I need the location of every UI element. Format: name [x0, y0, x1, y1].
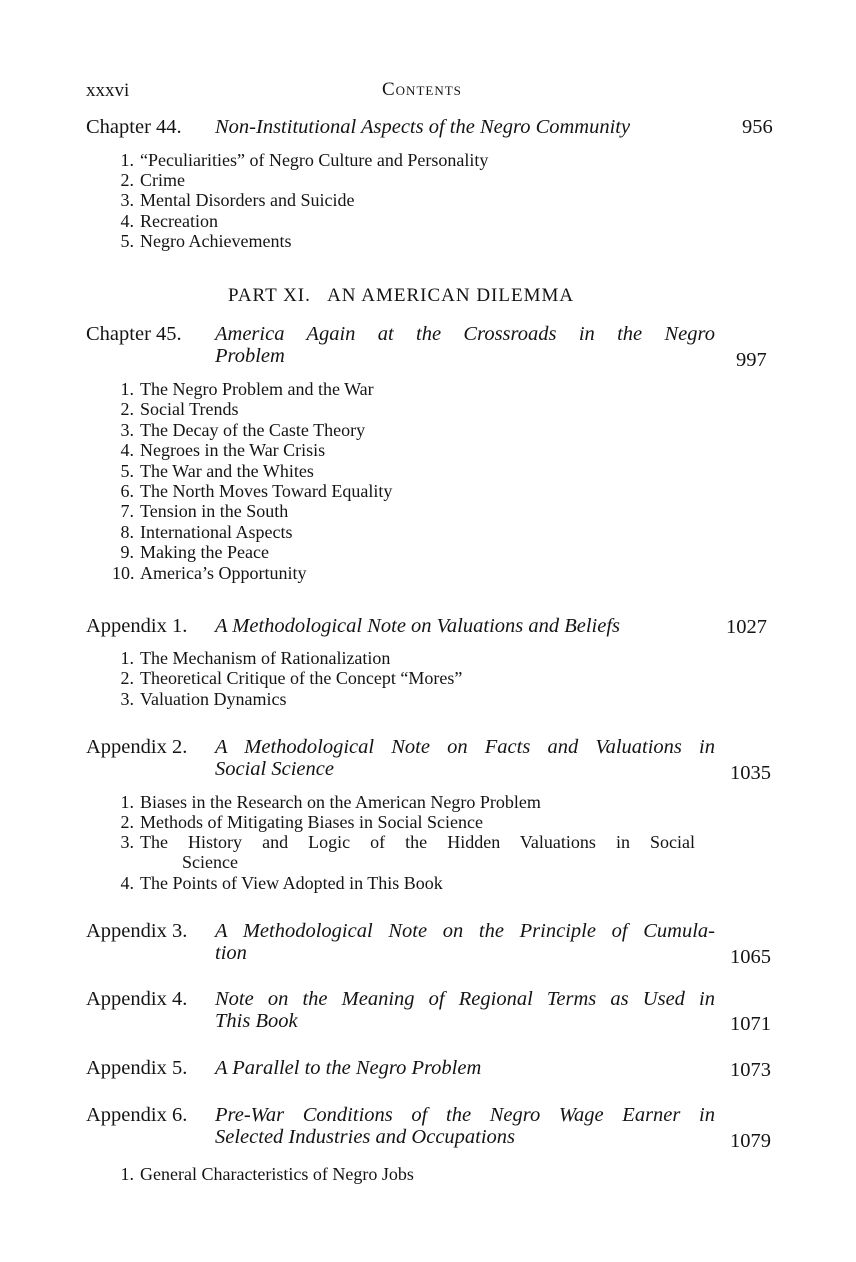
running-head-title: Contents [382, 79, 462, 100]
entry-label-appendix-3: Appendix 3. [86, 920, 188, 942]
entry-page-chapter-45: 997 [736, 349, 767, 371]
entry-label-appendix-4: Appendix 4. [86, 988, 188, 1010]
entry-page-appendix-6: 1079 [730, 1130, 771, 1152]
section-item: 4. The Points of View Adopted in This Book [120, 873, 443, 893]
section-item: 4. Recreation [120, 211, 218, 231]
section-item: 3. Valuation Dynamics [120, 689, 287, 709]
entry-title-appendix-2: A Methodological Note on Facts and Valuations in [215, 736, 715, 758]
entry-label-appendix-1: Appendix 1. [86, 615, 188, 637]
entry-label-chapter-45: Chapter 45. [86, 323, 182, 345]
entry-title-appendix-4-cont: This Book [215, 1010, 298, 1032]
entry-title-appendix-5: A Parallel to the Negro Problem [215, 1057, 482, 1079]
section-item: 9. Making the Peace [120, 542, 269, 562]
entry-label-appendix-5: Appendix 5. [86, 1057, 188, 1079]
entry-page-chapter-44: 956 [742, 116, 773, 138]
section-item: 3. The Decay of the Caste Theory [120, 420, 366, 440]
entry-title-chapter-45-cont: Problem [215, 345, 285, 367]
section-item: 10. America’s Opportunity [112, 563, 307, 583]
entry-label-appendix-6: Appendix 6. [86, 1104, 188, 1126]
section-item: 3. The History and Logic of the Hidden Valuations in Social [120, 832, 695, 852]
section-item: 1. General Characteristics of Negro Jobs [120, 1164, 414, 1184]
entry-title-appendix-4: Note on the Meaning of Regional Terms as Used in [215, 988, 715, 1010]
entry-page-appendix-1: 1027 [726, 616, 767, 638]
entry-title-appendix-6-cont: Selected Industries and Occupations [215, 1126, 516, 1148]
entry-title-appendix-2-cont: Social Science [215, 758, 334, 780]
section-item: 3. Mental Disorders and Suicide [120, 190, 355, 210]
entry-title-chapter-44: Non-Institutional Aspects of the Negro Community [215, 116, 631, 138]
entry-page-appendix-4: 1071 [730, 1013, 771, 1035]
entry-page-appendix-3: 1065 [730, 946, 771, 968]
section-item: 2. Theoretical Critique of the Concept “Mores” [120, 668, 463, 688]
section-item: 5. Negro Achievements [120, 231, 292, 251]
section-item: 5. The War and the Whites [120, 461, 314, 481]
entry-label-appendix-2: Appendix 2. [86, 736, 188, 758]
section-item: 1. Biases in the Research on the American Negro Problem [120, 792, 541, 812]
section-item: 8. International Aspects [120, 522, 293, 542]
entry-page-appendix-5: 1073 [730, 1059, 771, 1081]
section-item: 4. Negroes in the War Crisis [120, 440, 326, 460]
section-item: 2. Methods of Mitigating Biases in Social Science [120, 812, 483, 832]
entry-title-appendix-3-cont: tion [215, 942, 247, 964]
section-item: 6. The North Moves Toward Equality [120, 481, 393, 501]
part-heading: PART XI. AN AMERICAN DILEMMA [228, 285, 575, 306]
section-item-cont: Science [182, 852, 238, 872]
section-item: 1. The Mechanism of Rationalization [120, 648, 391, 668]
running-head-page-number: xxxvi [86, 80, 130, 101]
section-item: 2. Social Trends [120, 399, 239, 419]
entry-title-appendix-3: A Methodological Note on the Principle of Cumula- [215, 920, 715, 942]
entry-page-appendix-2: 1035 [730, 762, 771, 784]
entry-title-appendix-1: A Methodological Note on Valuations and Beliefs [215, 615, 621, 637]
section-item: 7. Tension in the South [120, 501, 289, 521]
section-item: 2. Crime [120, 170, 185, 190]
entry-title-appendix-6: Pre-War Conditions of the Negro Wage Earner in [215, 1104, 715, 1126]
section-item: 1. The Negro Problem and the War [120, 379, 374, 399]
entry-label-chapter-44: Chapter 44. [86, 116, 182, 138]
entry-title-chapter-45: America Again at the Crossroads in the Negro [215, 323, 715, 345]
section-item: 1. “Peculiarities” of Negro Culture and Personality [120, 150, 489, 170]
